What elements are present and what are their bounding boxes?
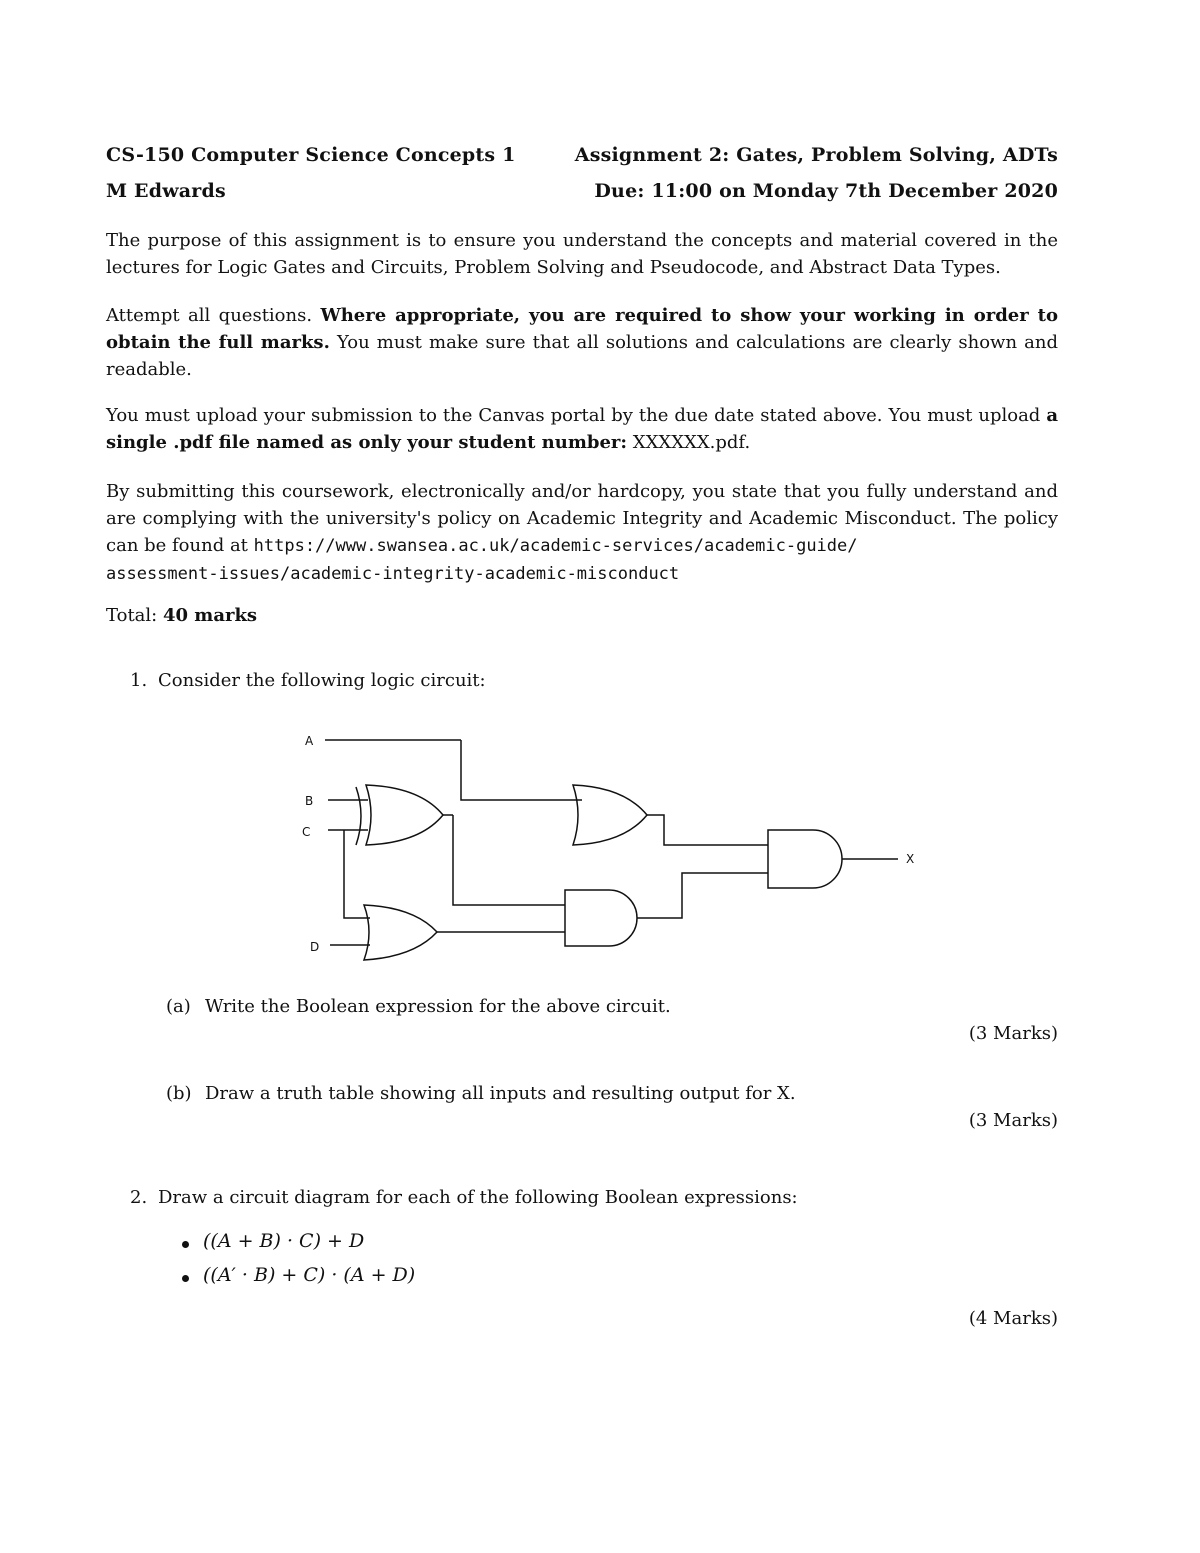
integrity-text: By submitting this coursework, electronically and/or hardcopy, you state that you fully understand and are complying with the university's policy on Academic Integrity and Academic Misconduct. The policy can be found at — [106, 481, 1058, 556]
input-label-a: A — [305, 734, 314, 748]
q1-text: Consider the following logic circuit: — [158, 670, 486, 691]
input-label-c: C — [302, 825, 311, 839]
wire-or2-to-and2 — [647, 815, 768, 845]
total-label: Total: — [106, 605, 163, 626]
upload-text: You must upload your submission to the Canvas portal by the due date stated above. You must upload — [106, 405, 1047, 426]
upload-emphasis: a single .pdf file named as only your student number: — [106, 405, 1058, 453]
and-gate-middle — [565, 890, 637, 946]
q1a-text: Write the Boolean expression for the above circuit. — [205, 996, 671, 1017]
wire-xor-to-and1 — [453, 815, 565, 905]
policy-url-line1[interactable]: https://www.swansea.ac.uk/academic-services/academic-guide/ — [253, 536, 858, 556]
q1b-label: (b) — [166, 1083, 192, 1104]
attempt-text: Attempt all questions. — [106, 305, 321, 326]
q2-expression-2: ((A′ · B) + C) · (A + D) — [203, 1264, 416, 1286]
q1-number: 1. — [130, 670, 148, 691]
course-title: CS-150 Computer Science Concepts 1 — [106, 144, 516, 166]
purpose-paragraph: The purpose of this assignment is to ensure you understand the concepts and material covered in the lectures for Logic Gates and Circuits, Problem Solving and Pseudocode, and Abstract Data Types. — [106, 230, 1058, 278]
or-gate-top — [573, 785, 647, 845]
q2-number: 2. — [130, 1187, 148, 1208]
upload-filename: XXXXXX.pdf. — [627, 432, 751, 453]
assignment-title: Assignment 2: Gates, Problem Solving, ADTs — [574, 144, 1058, 166]
q2-text: Draw a circuit diagram for each of the following Boolean expressions: — [158, 1187, 798, 1208]
total-value: 40 marks — [162, 605, 258, 626]
and-gate-output — [768, 830, 842, 888]
q1a-marks: (3 Marks) — [968, 1023, 1058, 1044]
q2-marks: (4 Marks) — [968, 1308, 1058, 1329]
due-date: Due: 11:00 on Monday 7th December 2020 — [594, 180, 1058, 202]
wire-and1-to-and2 — [637, 873, 768, 918]
or-gate-bottom — [364, 905, 437, 960]
q1b-text: Draw a truth table showing all inputs and resulting output for X. — [205, 1083, 796, 1104]
bullet-1 — [182, 1241, 189, 1248]
input-label-b: B — [305, 794, 314, 808]
q1a-label: (a) — [166, 996, 191, 1017]
attempt-emphasis: Where appropriate, you are required to show your working in order to obtain the full marks. — [106, 305, 1059, 353]
output-label-x: X — [906, 852, 915, 866]
q2-expression-1: ((A + B) · C) + D — [203, 1230, 365, 1252]
author: M Edwards — [106, 180, 226, 202]
xor-gate-back-curve — [356, 787, 361, 845]
q1b-marks: (3 Marks) — [968, 1110, 1058, 1131]
xor-gate — [366, 785, 443, 845]
policy-url-line2[interactable]: assessment-issues/academic-integrity-academic-misconduct — [106, 564, 680, 584]
wire-a-to-or2 — [461, 740, 582, 800]
input-label-d: D — [310, 940, 320, 954]
attempt-text-rest: You must make sure that all solutions and calculations are clearly shown and readable. — [106, 332, 1058, 380]
bullet-2 — [182, 1275, 189, 1282]
